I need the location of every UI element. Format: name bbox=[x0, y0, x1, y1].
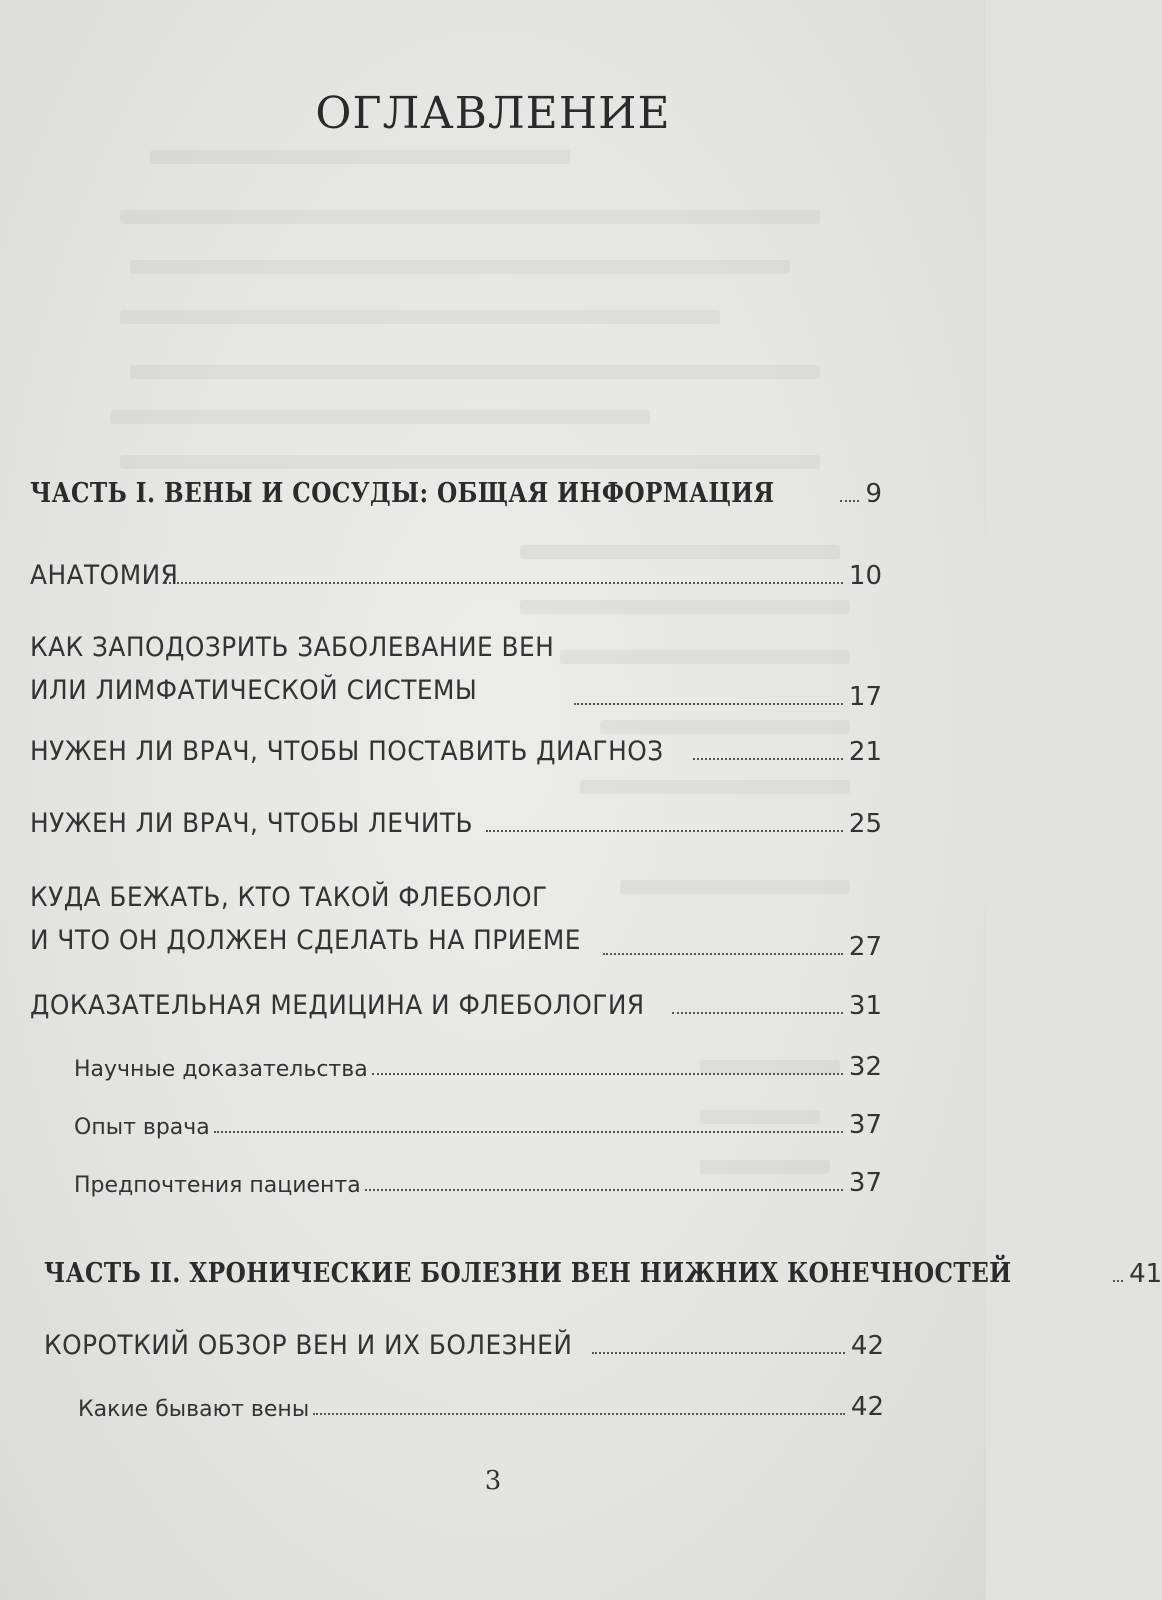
toc-chapter-suspect-disease[interactable] bbox=[30, 626, 882, 712]
toc-section-vein-types[interactable] bbox=[78, 1392, 884, 1422]
toc-page-number: 37 bbox=[848, 1168, 882, 1198]
toc-chapter-veins-overview[interactable] bbox=[44, 1330, 884, 1361]
leader-dots bbox=[592, 1352, 845, 1354]
leader-dots bbox=[1113, 1280, 1123, 1282]
toc-entry-label: Научные доказательства bbox=[74, 1057, 368, 1082]
leader-dots bbox=[313, 1413, 845, 1415]
toc-page-number: 17 bbox=[848, 682, 882, 712]
toc-entry-label: КОРОТКИЙ ОБЗОР ВЕН И ИХ БОЛЕЗНЕЙ bbox=[44, 1330, 573, 1361]
toc-entry-label: НУЖЕН ЛИ ВРАЧ, ЧТОБЫ ПОСТАВИТЬ ДИАГНОЗ bbox=[30, 736, 664, 767]
toc-chapter-phlebologist[interactable] bbox=[30, 876, 882, 962]
leader-dots bbox=[574, 703, 843, 705]
toc-entry-label: ЧАСТЬ I. ВЕНЫ И СОСУДЫ: ОБЩАЯ ИНФОРМАЦИЯ bbox=[30, 478, 775, 509]
toc-page-number: 10 bbox=[848, 561, 882, 591]
toc-entry-label-line2: ИЛИ ЛИМФАТИЧЕСКОЙ СИСТЕМЫ bbox=[30, 675, 478, 706]
leader-dots bbox=[672, 1012, 843, 1014]
toc-page-number: 41 bbox=[1129, 1259, 1162, 1289]
toc-part-1[interactable] bbox=[30, 478, 882, 509]
page-title: ОГЛАВЛЕНИЕ bbox=[315, 88, 671, 139]
leader-dots bbox=[486, 830, 843, 832]
toc-entry-label-line1: КАК ЗАПОДОЗРИТЬ ЗАБОЛЕВАНИЕ ВЕН bbox=[30, 632, 555, 663]
leader-dots bbox=[365, 1189, 843, 1191]
toc-part-2[interactable] bbox=[44, 1258, 1162, 1289]
toc-entry-label bbox=[30, 876, 581, 962]
toc-page-number: 31 bbox=[848, 991, 882, 1021]
toc-page-number: 32 bbox=[848, 1052, 882, 1082]
toc-page-number: 42 bbox=[850, 1331, 884, 1361]
toc-page-number: 27 bbox=[848, 932, 882, 962]
leader-dots bbox=[214, 1131, 843, 1133]
toc-page-number: 21 bbox=[848, 737, 882, 767]
leader-dots bbox=[603, 953, 843, 955]
toc-chapter-anatomy[interactable] bbox=[30, 560, 882, 591]
toc-chapter-evidence-based[interactable] bbox=[30, 990, 882, 1021]
toc-page-number: 25 bbox=[848, 809, 882, 839]
leader-dots bbox=[840, 500, 860, 502]
toc-entry-label: Какие бывают вены bbox=[78, 1397, 310, 1422]
toc-entry-label: АНАТОМИЯ bbox=[30, 560, 179, 591]
toc-section-doctor-experience[interactable] bbox=[74, 1110, 882, 1140]
toc-entry-label: Предпочтения пациента bbox=[74, 1173, 361, 1198]
page-number-footer: 3 bbox=[484, 1466, 502, 1496]
leader-dots bbox=[372, 1073, 843, 1075]
toc-entry-label-line1: КУДА БЕЖАТЬ, КТО ТАКОЙ ФЛЕБОЛОГ bbox=[30, 882, 548, 913]
toc-page-number: 37 bbox=[848, 1110, 882, 1140]
toc-chapter-doctor-treatment[interactable] bbox=[30, 808, 882, 839]
leader-dots bbox=[693, 758, 843, 760]
toc-page-number: 9 bbox=[865, 479, 882, 509]
toc-section-scientific-evidence[interactable] bbox=[74, 1052, 882, 1082]
toc-entry-label: ЧАСТЬ II. ХРОНИЧЕСКИЕ БОЛЕЗНИ ВЕН НИЖНИХ КОНЕЧНОСТЕЙ bbox=[44, 1258, 1012, 1289]
leader-dots bbox=[165, 582, 843, 584]
toc-entry-label-line2: И ЧТО ОН ДОЛЖЕН СДЕЛАТЬ НА ПРИЕМЕ bbox=[30, 925, 581, 956]
toc-entry-label: ДОКАЗАТЕЛЬНАЯ МЕДИЦИНА И ФЛЕБОЛОГИЯ bbox=[30, 990, 645, 1021]
toc-entry-label: Опыт врача bbox=[74, 1115, 210, 1140]
toc-entry-label bbox=[30, 626, 554, 712]
toc-section-patient-preferences[interactable] bbox=[74, 1168, 882, 1198]
toc-chapter-doctor-diagnosis[interactable] bbox=[30, 736, 882, 767]
toc-entry-label: НУЖЕН ЛИ ВРАЧ, ЧТОБЫ ЛЕЧИТЬ bbox=[30, 808, 474, 839]
toc-page-number: 42 bbox=[850, 1392, 884, 1422]
